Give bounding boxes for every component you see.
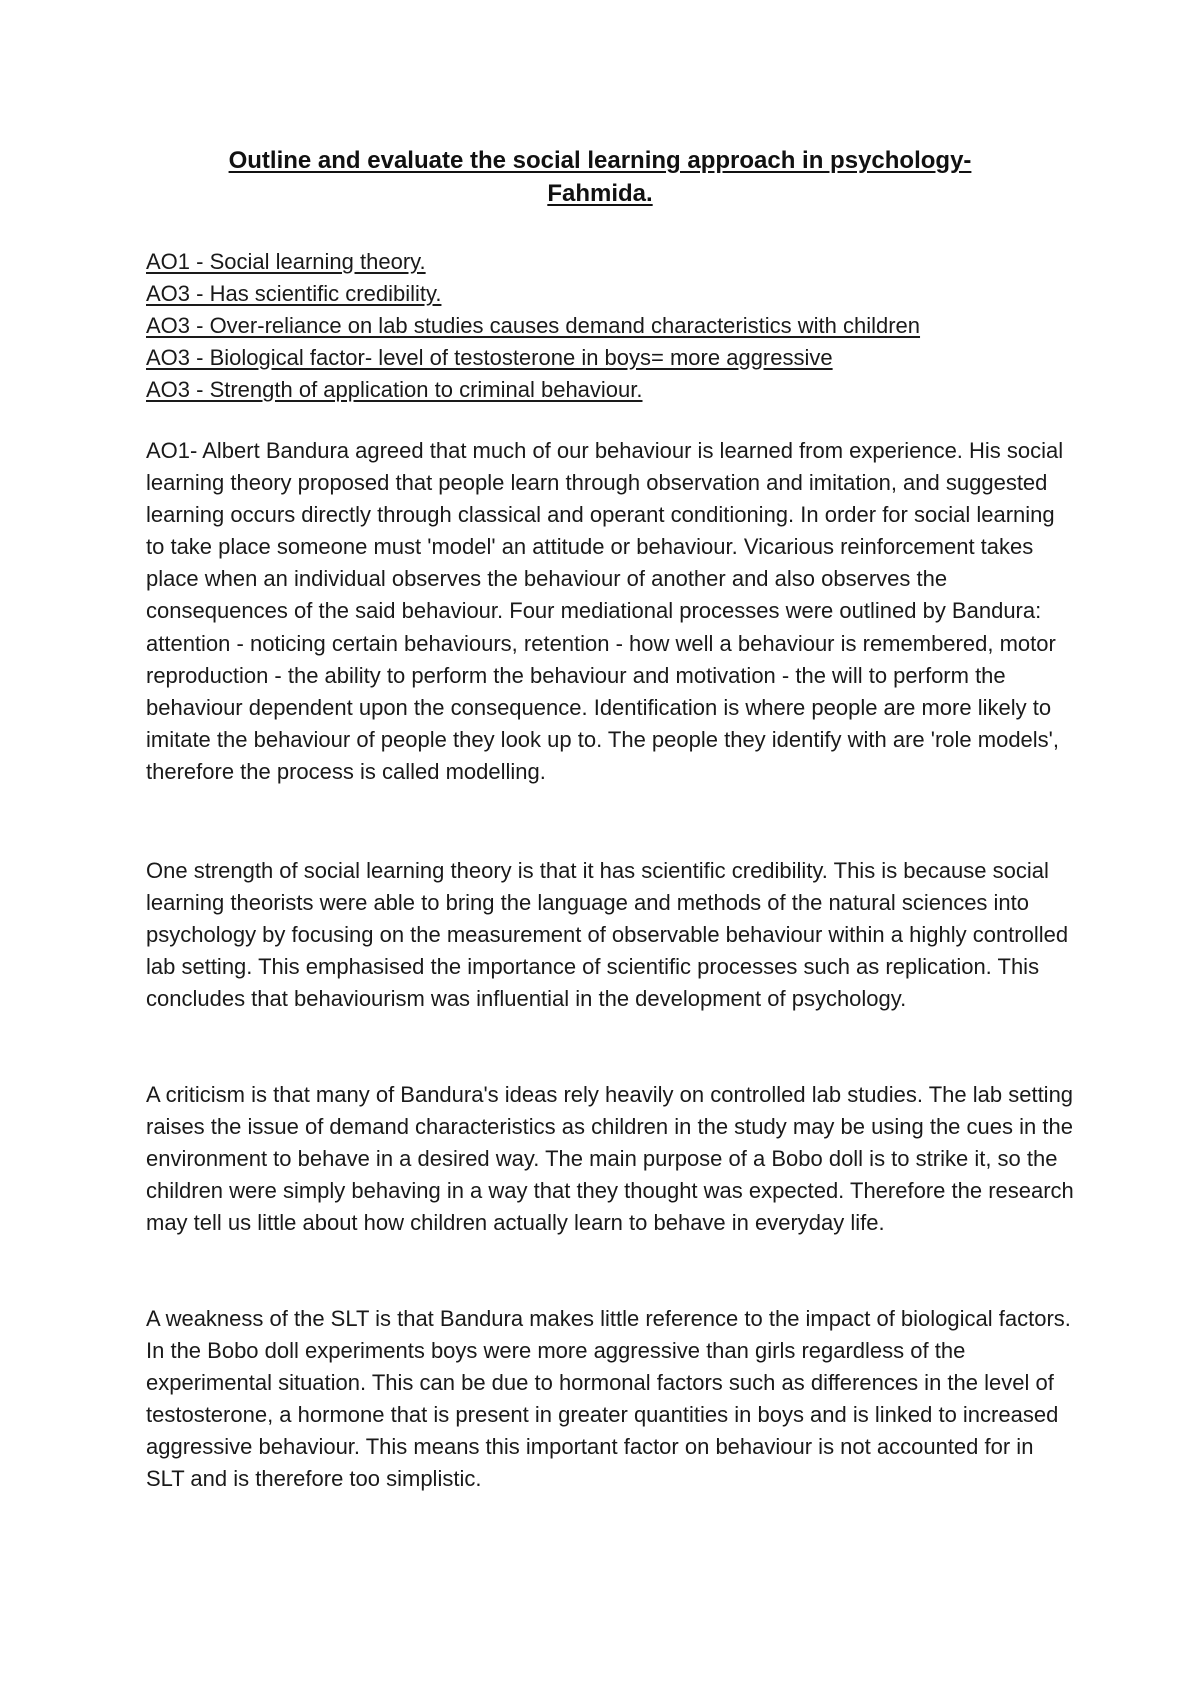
document-title [140, 144, 1060, 210]
outline-item-ao3-application: AO3 - Strength of application to criminal behaviour. [146, 377, 643, 402]
paragraph-strength: One strength of social learning theory is that it has scientific credibility. This is because social learning theorists were able to bring the language and methods of the natural sciences into psychology by focusing on the measurement of observable behaviour within a highly controlled lab setting. This emphasised the importance of scientific processes such as replication. This concludes that behaviourism was influential in the development of psychology. [146, 858, 1069, 1012]
essay-outline-list [146, 246, 1086, 406]
outline-item-ao3-biological: AO3 - Biological factor- level of testosterone in boys= more aggressive [146, 345, 833, 370]
outline-item-ao3-lab-studies: AO3 - Over-reliance on lab studies causes demand characteristics with children [146, 313, 921, 338]
title-line-1: Outline and evaluate the social learning approach in psychology- [228, 147, 972, 174]
outline-item-ao1: AO1 - Social learning theory. [146, 249, 426, 274]
paragraph-criticism: A criticism is that many of Bandura's ideas rely heavily on controlled lab studies. The lab setting raises the issue of demand characteristics as children in the study may be using the cues in the environment to behave in a desired way. The main purpose of a Bobo doll is to strike it, so the children were simply behaving in a way that they thought was expected. Therefore the research may tell us little about how children actually learn to behave in everyday life. [146, 1082, 1074, 1236]
outline-item-ao3-credibility: AO3 - Has scientific credibility. [146, 281, 442, 306]
title-line-2: Fahmida. [547, 180, 653, 207]
paragraph-weakness: A weakness of the SLT is that Bandura makes little reference to the impact of biological factors. In the Bobo doll experiments boys were more aggressive than girls regardless of the experimental situation. This can be due to hormonal factors such as differences in the level of testosterone, a hormone that is present in greater quantities in boys and is linked to increased aggressive behaviour. This means this important factor on behaviour is not accounted for in SLT and is therefore too simplistic. [146, 1306, 1071, 1492]
paragraph-ao1: AO1- Albert Bandura agreed that much of our behaviour is learned from experience. His social learning theory proposed that people learn through observation and imitation, and suggested learning occurs directly through classical and operant conditioning. In order for social learning to take place someone must 'model' an attitude or behaviour. Vicarious reinforcement takes place when an individual observes the behaviour of another and also observes the consequences of the said behaviour. Four mediational processes were outlined by Bandura: attention - noticing certain behaviours, retention - how well a behaviour is remembered, motor reproduction - the ability to perform the behaviour and motivation - the will to perform the behaviour dependent upon the consequence. Identification is where people are more likely to imitate the behaviour of people they look up to. The people they identify with are 'role models', therefore the process is called modelling. [146, 438, 1064, 784]
